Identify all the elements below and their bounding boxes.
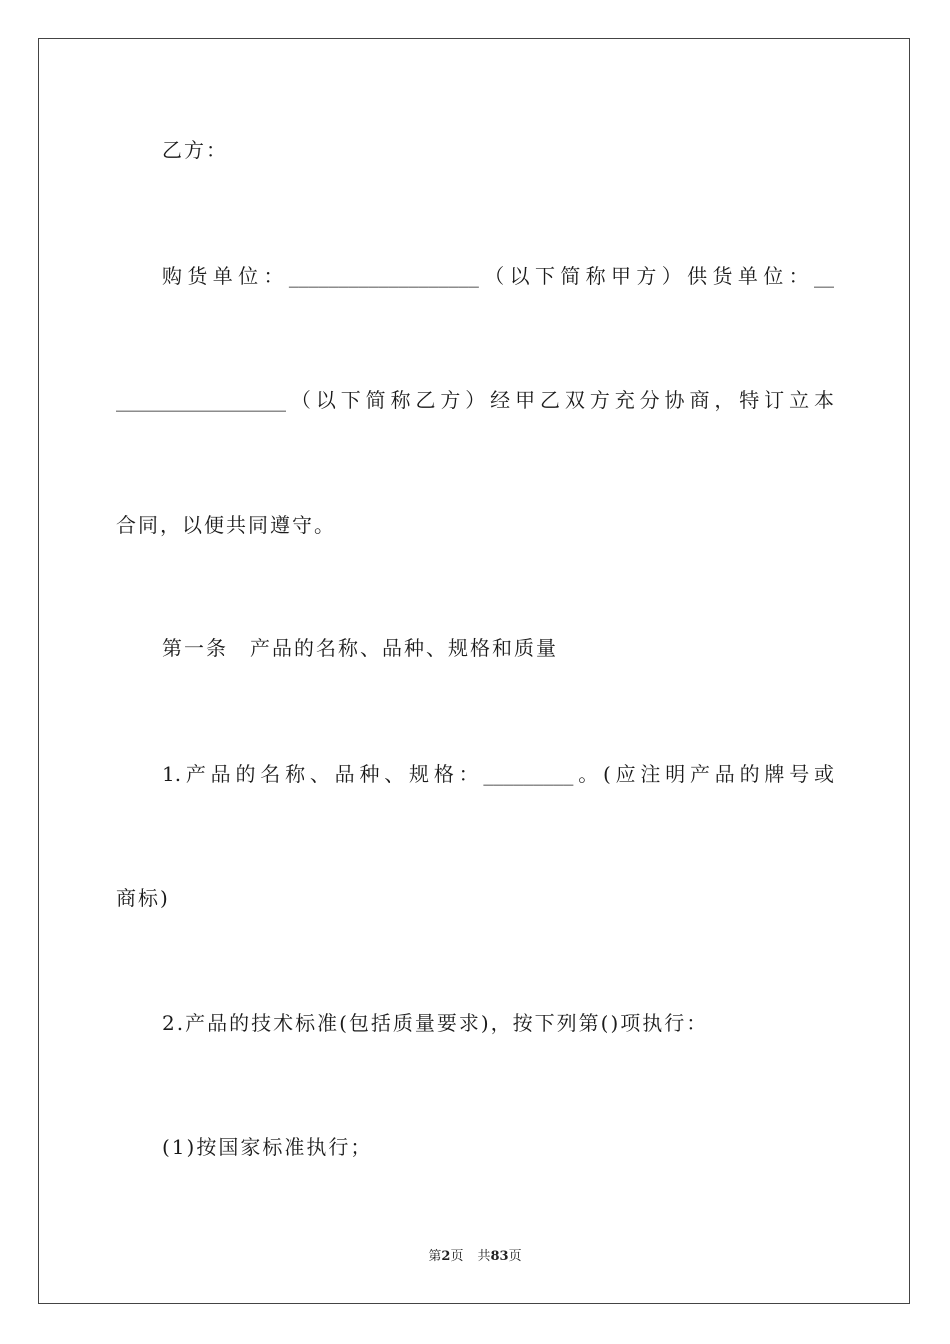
footer-total-suffix: 页 bbox=[508, 1249, 522, 1264]
page-footer bbox=[0, 1249, 950, 1265]
item-1-line2: 商标) bbox=[116, 886, 170, 910]
item-2-text: 2.产品的技术标准(包括质量要求)，按下列第()项执行： bbox=[162, 1011, 709, 1035]
footer-page-prefix: 第 bbox=[428, 1249, 442, 1264]
footer-page-suffix: 页 bbox=[450, 1249, 464, 1264]
party-b-label: 乙方： bbox=[162, 138, 228, 162]
paragraph-buyer-supplier-line1: 购货单位：___________________（以下简称甲方）供货单位：__ bbox=[162, 264, 834, 288]
footer-total-pages: 83 bbox=[490, 1249, 509, 1264]
item-1-line1: 1.产品的名称、品种、规格：_________。(应注明产品的牌号或 bbox=[162, 762, 834, 786]
paragraph-buyer-supplier-line2: _________________（以下简称乙方）经甲乙双方充分协商，特订立本 bbox=[116, 388, 834, 412]
footer-total-prefix: 共 bbox=[477, 1249, 491, 1264]
footer-page-number: 2 bbox=[441, 1249, 451, 1264]
paragraph-buyer-supplier-line3: 合同，以便共同遵守。 bbox=[116, 513, 336, 537]
page-border bbox=[38, 38, 910, 1304]
item-2-sub-1: (1)按国家标准执行； bbox=[162, 1135, 373, 1159]
article-1-heading: 第一条 产品的名称、品种、规格和质量 bbox=[162, 636, 558, 660]
